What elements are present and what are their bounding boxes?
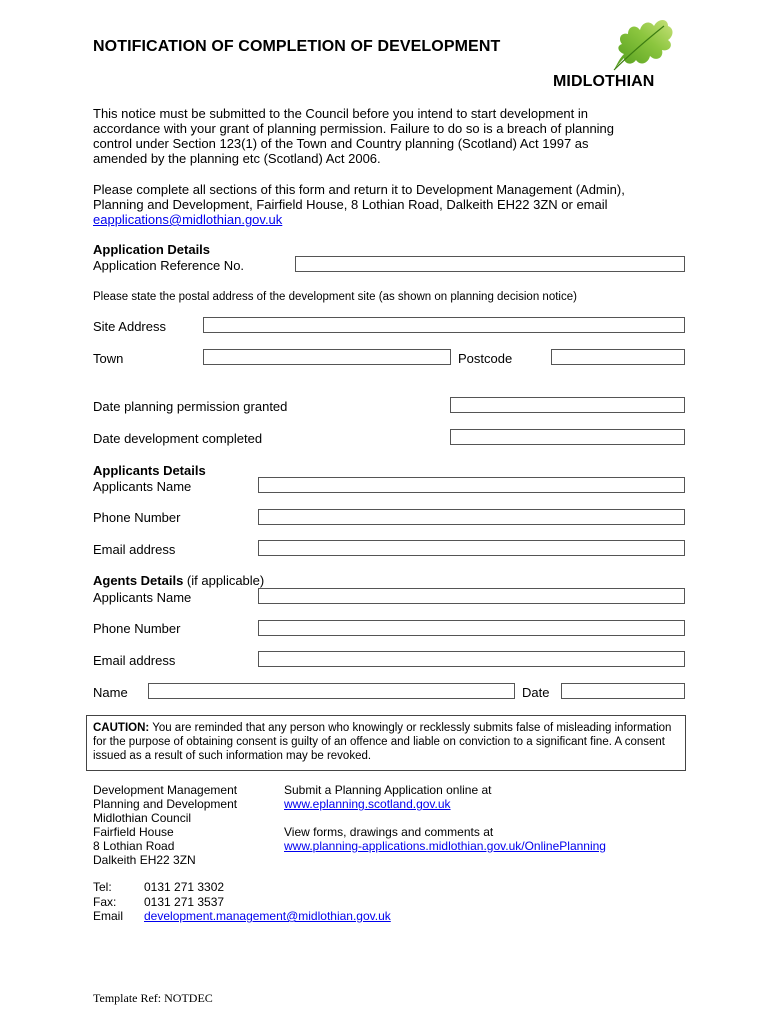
eplanning-link[interactable]: www.eplanning.scotland.gov.uk xyxy=(284,797,451,811)
permission-granted-date-input[interactable] xyxy=(450,397,685,413)
development-completed-label: Date development completed xyxy=(93,431,263,446)
permission-granted-label: Date planning permission granted xyxy=(93,399,288,414)
agent-email-input[interactable] xyxy=(258,651,685,667)
email-label: Email xyxy=(93,909,124,923)
applicant-email-input[interactable] xyxy=(258,540,685,556)
tel-value: 0131 271 3302 xyxy=(144,880,225,894)
site-address-label: Site Address xyxy=(93,319,166,334)
tel-label: Tel: xyxy=(93,880,112,894)
caution-text: You are reminded that any person who knowingly or recklessly submits false of misleading information for the purpose of obtaining consent is guilty of an offence and liable on conviction to a significant fine. A consent issued as a result of such information may be revoked. xyxy=(93,722,672,762)
page-title: NOTIFICATION OF COMPLETION OF DEVELOPMENT xyxy=(93,38,501,55)
fax-label: Fax: xyxy=(93,895,117,909)
planning-applications-link[interactable]: www.planning-applications.midlothian.gov.uk/OnlinePlanning xyxy=(284,839,606,853)
eapplications-email-link[interactable]: eapplications@midlothian.gov.uk xyxy=(93,212,283,227)
applicant-email-label: Email address xyxy=(93,542,176,557)
council-address: Development Management Planning and Development Midlothian Council Fairfield House 8 Lothian Road Dalkeith EH22 3ZN xyxy=(93,783,238,867)
agent-name-label: Applicants Name xyxy=(93,590,192,605)
postcode-label: Postcode xyxy=(458,351,513,366)
signature-date-label: Date xyxy=(522,685,550,700)
applicant-phone-label: Phone Number xyxy=(93,510,181,525)
signature-name-label: Name xyxy=(93,685,128,700)
org-name: MIDLOTHIAN xyxy=(553,73,655,90)
view-forms: View forms, drawings and comments at www.planning-applications.midlothian.gov.uk/OnlinePlanning xyxy=(284,825,606,853)
dm-email-link[interactable]: development.management@midlothian.gov.uk xyxy=(144,909,391,923)
instructions-paragraph: Please complete all sections of this form and return it to Development Management (Admin), Planning and Development, Fairfield House, 8 Lothian Road, Dalkeith EH22 3ZN or email eapplications@midlothian.gov.uk xyxy=(93,182,713,227)
caution-box xyxy=(86,715,686,771)
ref-label: Application Reference No. xyxy=(93,258,245,273)
applicant-phone-input[interactable] xyxy=(258,509,685,525)
signature-name-input[interactable] xyxy=(148,683,515,699)
town-label: Town xyxy=(93,351,124,366)
agent-phone-input[interactable] xyxy=(258,620,685,636)
agent-email-label: Email address xyxy=(93,653,176,668)
agent-phone-label: Phone Number xyxy=(93,621,181,636)
development-completed-date-input[interactable] xyxy=(450,429,685,445)
address-note: Please state the postal address of the development site (as shown on planning decision notice) xyxy=(93,291,577,303)
signature-date-input[interactable] xyxy=(561,683,685,699)
agent-name-input[interactable] xyxy=(258,588,685,604)
site-address-input[interactable] xyxy=(203,317,685,333)
applicants-details-heading: Applicants Details xyxy=(93,463,206,478)
postcode-input[interactable] xyxy=(551,349,685,365)
online-submission: Submit a Planning Application online at www.eplanning.scotland.gov.uk xyxy=(284,783,492,811)
application-ref-input[interactable] xyxy=(295,256,685,272)
fax-value: 0131 271 3537 xyxy=(144,895,225,909)
town-input[interactable] xyxy=(203,349,451,365)
application-details-heading: Application Details xyxy=(93,242,211,257)
applicant-name-input[interactable] xyxy=(258,477,685,493)
oak-leaf-logo xyxy=(608,12,678,74)
template-ref: Template Ref: NOTDEC xyxy=(93,991,213,1005)
agents-details-heading: Agents Details (if applicable) xyxy=(93,573,265,588)
intro-paragraph: This notice must be submitted to the Council before you intend to start development in accordance with your grant of planning permission. Failure to do so is a breach of planning control under Section 123(1) of the Town and Country planning (Scotland) Act 1997 as amended by the planning etc (Scotland) Act 2006. xyxy=(93,106,615,166)
caution-label: CAUTION: xyxy=(93,722,150,734)
applicant-name-label: Applicants Name xyxy=(93,479,192,494)
